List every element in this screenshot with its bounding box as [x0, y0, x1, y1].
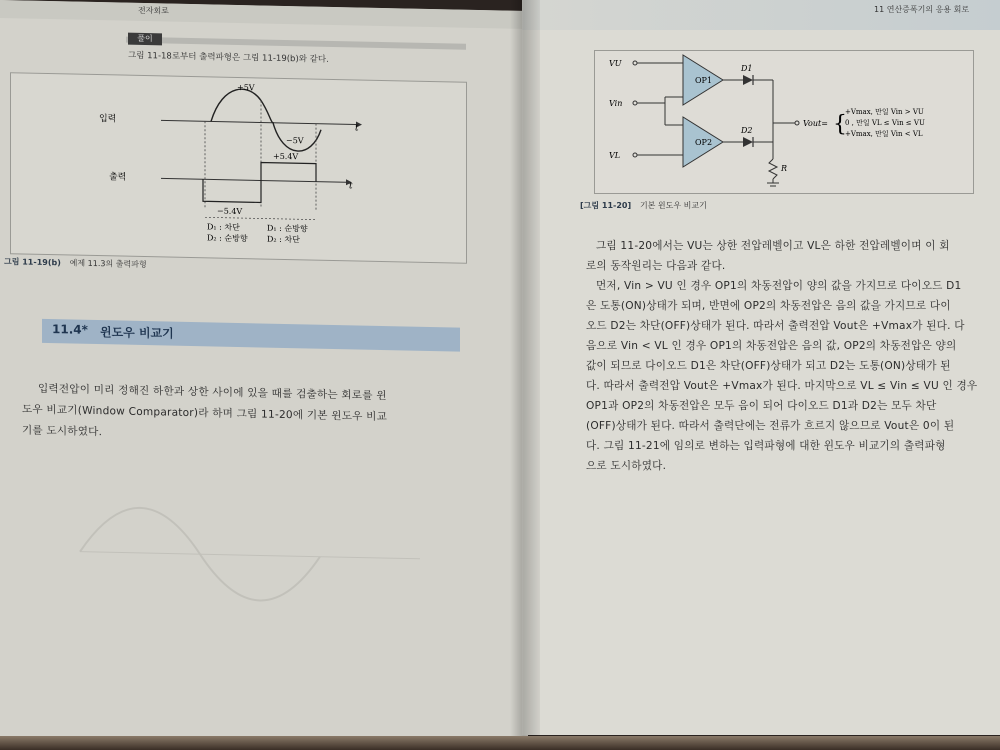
label-r: R	[781, 164, 788, 173]
note-left-d1: D₁ : 차단	[207, 222, 240, 233]
label-t-output: t	[349, 181, 353, 192]
left-figure-caption-desc: 예제 11.3의 출력파형	[69, 258, 147, 270]
note-divider	[205, 217, 316, 219]
right-paragraph-line: 으로 도시하였다.	[586, 460, 667, 472]
section-title: 윈도우 비교기	[100, 325, 174, 341]
label-t-input: t	[355, 123, 359, 134]
right-figure-caption	[580, 200, 707, 211]
vout-terminal	[795, 121, 799, 125]
right-paragraph-line: 다. 그림 11-21에 임의로 변하는 입력파형에 대한 윈도우 비교기의 출력파형	[586, 440, 946, 452]
label-vl: VL	[609, 151, 621, 160]
label-op2: OP2	[695, 138, 713, 147]
bleed-through-wave	[60, 471, 440, 639]
right-figure-caption-number: [그림 11-20]	[580, 201, 632, 210]
case-window: 0 , 만일 VL ≤ Vin ≤ VU	[845, 119, 925, 127]
left-figure-caption	[4, 256, 147, 270]
right-page	[522, 0, 1000, 735]
right-figure-caption-desc: 기본 윈도우 비교기	[639, 201, 707, 210]
vu-terminal	[633, 61, 637, 65]
label-minus54v: −5.4V	[217, 206, 243, 217]
section-heading-bar	[42, 319, 460, 352]
right-paragraph-line: (OFF)상태가 된다. 따라서 출력단에는 전류가 흐르지 않으므로 Vout은 0이 된	[586, 420, 955, 432]
right-paragraph-line: 은 도통(ON)상태가 되며, 반면에 OP2의 차동전압은 음의 값을 가지므로 다이	[586, 300, 951, 312]
left-paragraph-line: 도우 비교기(Window Comparator)라 하며 그림 11-20에 기본 윈도우 비교	[22, 403, 388, 424]
left-running-head: 전자회로	[138, 5, 169, 16]
right-paragraph-line: 그림 11-20에서는 VU는 상한 전압레벨이고 VL은 하한 전압레벨이며 이 회	[596, 240, 950, 252]
right-paragraph-line: 음으로 Vin < VL 인 경우 OP1의 차동전압은 음의 값, OP2의 차동전압은 양의	[586, 340, 957, 352]
input-sine-wave	[211, 89, 321, 152]
right-paragraph-line: 다. 따라서 출력전압 Vout은 +Vmax가 된다. 마지막으로 VL ≤ Vin ≤ VU 인 경우	[586, 380, 978, 392]
case-upper: +Vmax, 만일 Vin > VU	[845, 108, 924, 116]
output-negative-pulse	[203, 179, 261, 202]
label-vu: VU	[609, 59, 622, 68]
output-positive-pulse	[261, 162, 316, 181]
label-vin: Vin	[609, 99, 623, 108]
right-running-head-strip	[522, 0, 1000, 30]
label-d2: D2	[741, 126, 753, 135]
right-paragraph-line: 값이 되므로 다이오드 D1은 차단(OFF)상태가 되고 D2는 도통(ON)상태가 된	[586, 360, 951, 372]
label-plus54v: +5.4V	[273, 151, 299, 162]
vl-terminal	[633, 153, 637, 157]
book-bottom-edge	[0, 736, 1000, 750]
solution-rule	[126, 37, 466, 50]
window-comparator-circuit	[595, 51, 973, 193]
right-paragraph-line: 먼저, Vin > VU 인 경우 OP1의 차동전압이 양의 값을 가지므로 다이오드 D1	[596, 280, 962, 292]
book-gutter-shadow	[510, 0, 540, 750]
diode-d1	[743, 75, 753, 85]
waveform-figure-box	[10, 72, 467, 264]
right-paragraph-line: OP1과 OP2의 차동전압은 모두 음이 되어 다이오드 D1과 D2는 모두 차단	[586, 400, 937, 412]
left-figure-caption-number: 그림 11-19(b)	[4, 257, 61, 268]
label-input: 입력	[99, 114, 117, 125]
section-number: 11.4*	[52, 322, 88, 337]
bleed-through-shadow	[60, 471, 440, 639]
note-left-d2: D₂ : 순방향	[207, 233, 248, 244]
left-running-head-strip	[0, 0, 528, 29]
right-paragraph-line: 로의 동작원리는 다음과 같다.	[586, 260, 726, 272]
diode-d2	[743, 137, 753, 147]
right-running-head: 11 연산증폭기의 응용 회로	[874, 5, 970, 14]
left-paragraph-line: 입력전압이 미리 정해진 하한과 상한 사이에 있을 때를 검출하는 회로를 윈	[38, 382, 387, 403]
brace-icon: {	[833, 112, 847, 137]
label-vout: Vout=	[803, 119, 828, 128]
output-time-axis	[161, 178, 346, 182]
label-d1: D1	[741, 64, 753, 73]
solution-label: 풀이	[128, 33, 162, 46]
label-plus5v: +5V	[236, 82, 255, 93]
note-right-d1: D₁ : 순방향	[267, 223, 308, 234]
waveform-figure	[11, 73, 466, 263]
solution-intro: 그림 11-18로부터 출력파형은 그림 11-19(b)와 같다.	[128, 50, 329, 65]
left-paragraph-line: 기를 도시하였다.	[22, 424, 103, 439]
label-minus5v: −5V	[286, 135, 304, 146]
circuit-figure-box	[594, 50, 974, 194]
input-time-axis	[161, 120, 356, 124]
right-paragraph-line: 오드 D2는 차단(OFF)상태가 된다. 따라서 출력전압 Vout은 +Vmax가 된다. 다	[586, 320, 965, 332]
vin-terminal	[633, 101, 637, 105]
label-op1: OP1	[695, 76, 713, 85]
resistor-r	[769, 159, 777, 179]
note-right-d2: D₂ : 차단	[267, 234, 300, 245]
label-output: 출력	[109, 172, 127, 183]
case-lower: +Vmax, 만일 Vin < VL	[845, 130, 923, 138]
